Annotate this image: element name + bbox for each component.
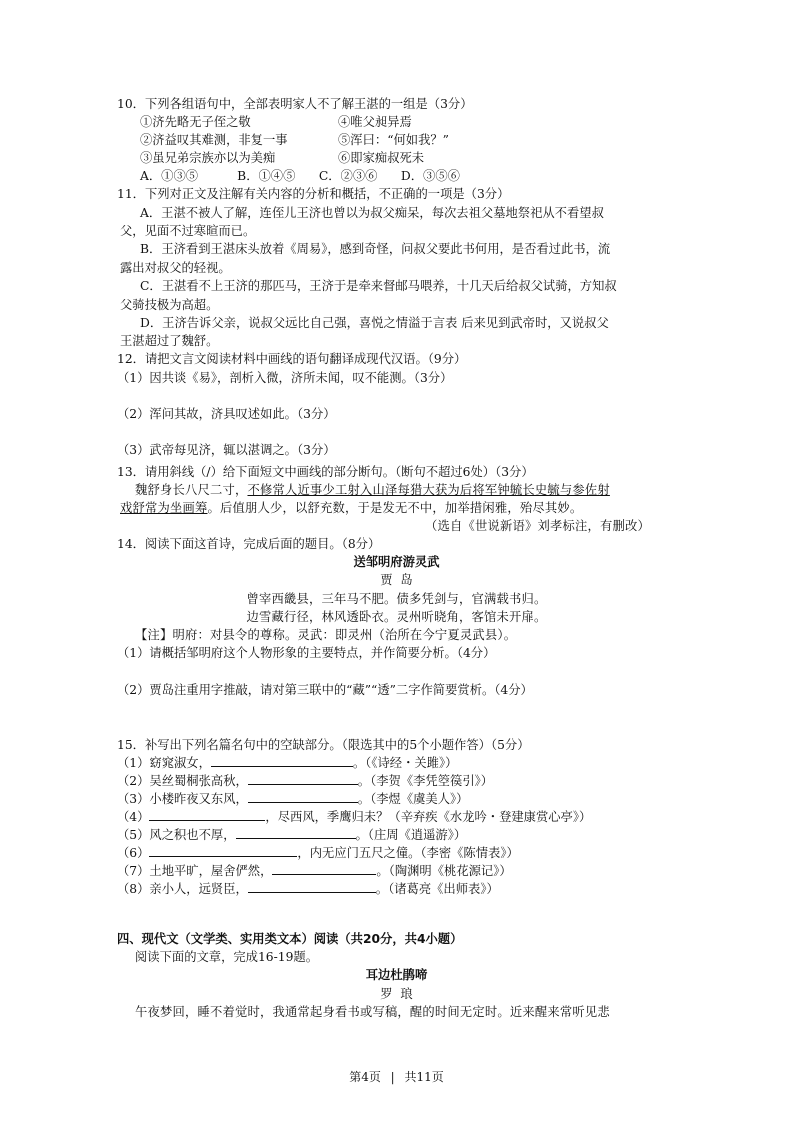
q15-item-8 — [117, 880, 499, 898]
q13-passage-line-1 — [135, 481, 610, 499]
q15-item-3-text: （3）小楼昨夜又东风， — [117, 792, 248, 806]
q15-item-7-text: （7）土地平旷，屋舍俨然， — [117, 864, 273, 878]
q11-option-c: C．王湛看不上王济的那匹马，王济于是牵来督邮马喂养，十几天后给叔父试骑，方知叔 — [140, 279, 617, 293]
q13-passage-end: 。后值朋人少，以舒充数，于是发无不中，加举措闲雅，殆尽其妙。 — [207, 501, 583, 515]
q13-underlined-2: 戏舒常为坐画筹 — [120, 501, 208, 515]
q15-item-3-source: 。（李煜《虞美人》） — [357, 792, 469, 806]
q15-item-4-source: ，尽西风，季鹰归未？（辛弃疾《水龙吟・登建康赏心亭》） — [265, 810, 592, 824]
q15-item-6-text: （6） — [117, 846, 150, 860]
q15-item-5-text: （5）风之积也不厚， — [117, 828, 236, 842]
q15-item-1-text: （1）窈窕淑女， — [117, 756, 211, 770]
q15-stem: 15．补写出下列名篇名句中的空缺部分。（限选其中的5个小题作答）（5分） — [117, 738, 530, 752]
q11-option-a-cont: 父，见面不过寒暄而已。 — [120, 224, 256, 238]
q15-item-1-source: 。（《诗经・关雎》） — [352, 756, 458, 770]
poem-title: 送邹明府游灵武 — [353, 555, 440, 569]
total-pages: 共11页 — [404, 1070, 444, 1084]
q15-item-4-text: （4） — [117, 810, 150, 824]
q15-item-6-source: ，内无应门五尺之僮。（李密《陈情表》） — [297, 846, 519, 860]
q11-option-d-cont: 王湛超过了魏舒。 — [120, 334, 219, 348]
q11-option-b-cont: 露出对叔父的轻视。 — [120, 261, 231, 275]
q11-option-b: B．王济看到王湛床头放着《周易》，感到奇怪，问叔父要此书何用，是否看过此书，流 — [140, 242, 611, 256]
q15-item-1 — [117, 754, 457, 772]
section-4-heading: 四、现代文（文学类、实用类文本）阅读（共20分，共4小题） — [117, 932, 463, 946]
fill-blank[interactable] — [236, 826, 356, 839]
q15-item-7-source: 。（陶渊明《桃花源记》） — [376, 864, 512, 878]
q15-item-2-text: （2）吴丝蜀桐张高秋， — [117, 774, 248, 788]
q10-item-2: ②济益叹其难测，非复一事 — [140, 133, 288, 147]
q13-source: （选自《世说新语》刘孝标注，有删改） — [425, 519, 650, 533]
fill-blank[interactable] — [149, 844, 297, 857]
q10-options: A．①③⑤ B．①④⑤ C．②③⑥ D．③⑤⑥ — [140, 169, 460, 183]
q14-sub-2: （2）贾岛注重用字推敲，请对第三联中的“藏”“透”二字作简要赏析。（4分） — [117, 683, 533, 697]
q13-passage-start: 魏舒身长八尺二寸， — [135, 483, 248, 497]
q12-stem: 12．请把文言文阅读材料中画线的语句翻译成现代汉语。（9分） — [117, 352, 467, 366]
q11-stem: 11．下列对正文及注解有关内容的分析和概括，不正确的一项是（3分） — [117, 187, 510, 201]
footer-separator: | — [390, 1070, 395, 1084]
q13-underlined-1: 不修常人近事少工射入山泽每猎大获为后将军钟毓长史毓与参佐射 — [247, 483, 610, 497]
poem-line-2: 边雪藏行径，林风透卧衣。灵州听晓角，客馆未开扉。 — [246, 610, 547, 624]
article-author: 罗 琅 — [380, 987, 413, 1001]
q12-sub-1: （1）因共谈《易》，剖析入微，济所未闻，叹不能测。（3分） — [117, 371, 453, 385]
q14-sub-1: （1）请概括邹明府这个人物形象的主要特点，并作简要分析。（4分） — [117, 646, 496, 660]
fill-blank[interactable] — [211, 754, 353, 767]
fill-blank[interactable] — [149, 808, 265, 821]
q10-item-4: ④唯父昶异焉 — [338, 115, 412, 129]
q11-option-c-cont: 父骑技极为高超。 — [120, 298, 219, 312]
q15-item-2 — [117, 772, 493, 790]
fill-blank[interactable] — [248, 772, 358, 785]
article-paragraph-1: 午夜梦回，睡不着觉时，我通常起身看书或写稿，醒的时间无定时。近来醒来常听见悲 — [135, 1005, 610, 1019]
q15-item-5 — [117, 826, 466, 844]
poem-note: 【注】明府：对县令的尊称。灵武：即灵州（治所在今宁夏灵武县）。 — [135, 628, 517, 642]
page-footer — [0, 1068, 793, 1085]
q11-option-d: D．王济告诉父亲，说叔父远比自己强，喜悦之情溢于言表 后来见到武帝时，又说叔父 — [140, 316, 609, 330]
q13-passage-line-2 — [120, 499, 582, 517]
poem-author: 贾 岛 — [380, 573, 413, 587]
q10-item-5: ⑤浑曰：“何如我？” — [338, 133, 449, 147]
q15-item-5-source: 。（庄周《逍遥游》） — [355, 828, 467, 842]
q15-item-3 — [117, 790, 468, 808]
q13-stem: 13．请用斜线（/）给下面短文中画线的部分断句。（断句不超过6处）（3分） — [117, 465, 534, 479]
q12-sub-3: （3）武帝每见济，辄以湛调之。（3分） — [117, 443, 336, 457]
page-number: 第4页 — [349, 1070, 381, 1084]
poem-line-1: 曾宰西畿县，三年马不肥。债多凭剑与，官满载书归。 — [246, 592, 547, 606]
section-4-instruction: 阅读下面的文章，完成16-19题。 — [135, 950, 319, 964]
q15-item-8-text: （8）亲小人，远贤臣， — [117, 882, 248, 896]
q10-item-3: ③虽兄弟宗族亦以为美痴 — [140, 151, 276, 165]
article-title: 耳边杜鹃啼 — [365, 968, 428, 982]
q10-item-1: ①济先略无子侄之敬 — [140, 115, 251, 129]
fill-blank[interactable] — [248, 790, 358, 803]
q15-item-2-source: 。（李贺《李凭箜篌引》） — [357, 774, 494, 788]
q15-item-8-source: 。（诸葛亮《出师表》） — [375, 882, 499, 896]
q15-item-7 — [117, 862, 512, 880]
fill-blank[interactable] — [248, 880, 376, 893]
q12-sub-2: （2）浑问其故，济具叹述如此。（3分） — [117, 407, 336, 421]
q10-stem: 10．下列各组语句中，全部表明家人不了解王湛的一组是（3分） — [117, 97, 473, 111]
q10-item-6: ⑥即家痴叔死未 — [338, 151, 425, 165]
q14-stem: 14．阅读下面这首诗，完成后面的题目。（8分） — [117, 537, 381, 551]
q15-item-4 — [117, 808, 591, 826]
fill-blank[interactable] — [272, 862, 376, 875]
q15-item-6 — [117, 844, 519, 862]
q11-option-a: A．王湛不被人了解，连侄儿王济也曾以为叔父痴呆，每次去祖父墓地祭祀从不看望叔 — [140, 206, 604, 220]
